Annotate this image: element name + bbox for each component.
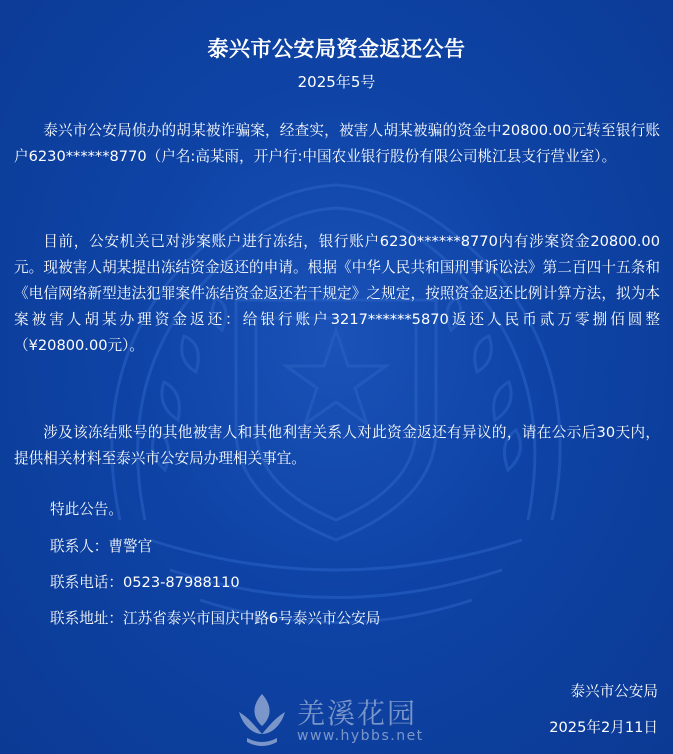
contact-address: 联系地址：江苏省泰兴市国庆中路6号泰兴市公安局: [50, 610, 381, 627]
paragraph-objection-text: 涉及该冻结账号的其他被害人和其他利害关系人对此资金返还有异议的，请在公示后30天内，提供相关材料至泰兴市公安局办理相关事宜。: [14, 424, 660, 467]
paragraph-objection: [14, 420, 660, 472]
paragraph-freeze: [14, 229, 660, 359]
paragraph-freeze-text: 目前，公安机关已对涉案账户进行冻结，银行账户6230******8770内有涉案资金20800.00元。现被害人胡某提出冻结资金返还的申请。根据《中华人民共和国刑事诉讼法》第二百四十五条和《电信网络新型违法犯罪案件冻结资金返还若干规定》之规定，按照资金返还比例计算方法，拟为本案被害人胡某办理资金返还：给银行账户3217******5870返还人民币贰万零捌佰圆整（¥20800.00元）。: [14, 233, 660, 354]
notice-closing: 特此公告。: [50, 501, 123, 518]
signature-date: 2025年2月11日: [549, 719, 658, 736]
notice-title: 泰兴市公安局资金返还公告: [207, 37, 466, 61]
document-number: 2025年5号: [297, 73, 376, 91]
contact-person: 联系人：曹警官: [50, 538, 153, 555]
paragraph-case-text: 泰兴市公安局侦办的胡某被诈骗案，经查实，被害人胡某被骗的资金中20800.00元转至银行账户6230******8770（户名:高某雨，开户行:中国农业银行股份有限公司桃江县支行营业室）。: [14, 122, 660, 165]
paragraph-case: [14, 118, 660, 170]
watermark-logo-icon: [233, 690, 291, 748]
signature-organization: 泰兴市公安局: [570, 683, 658, 700]
watermark-name: 羌溪花园: [297, 697, 418, 730]
site-watermark: [233, 686, 453, 752]
contact-phone: 联系电话：0523-87988110: [50, 574, 240, 591]
watermark-url: www.hybbs.net: [297, 728, 424, 744]
